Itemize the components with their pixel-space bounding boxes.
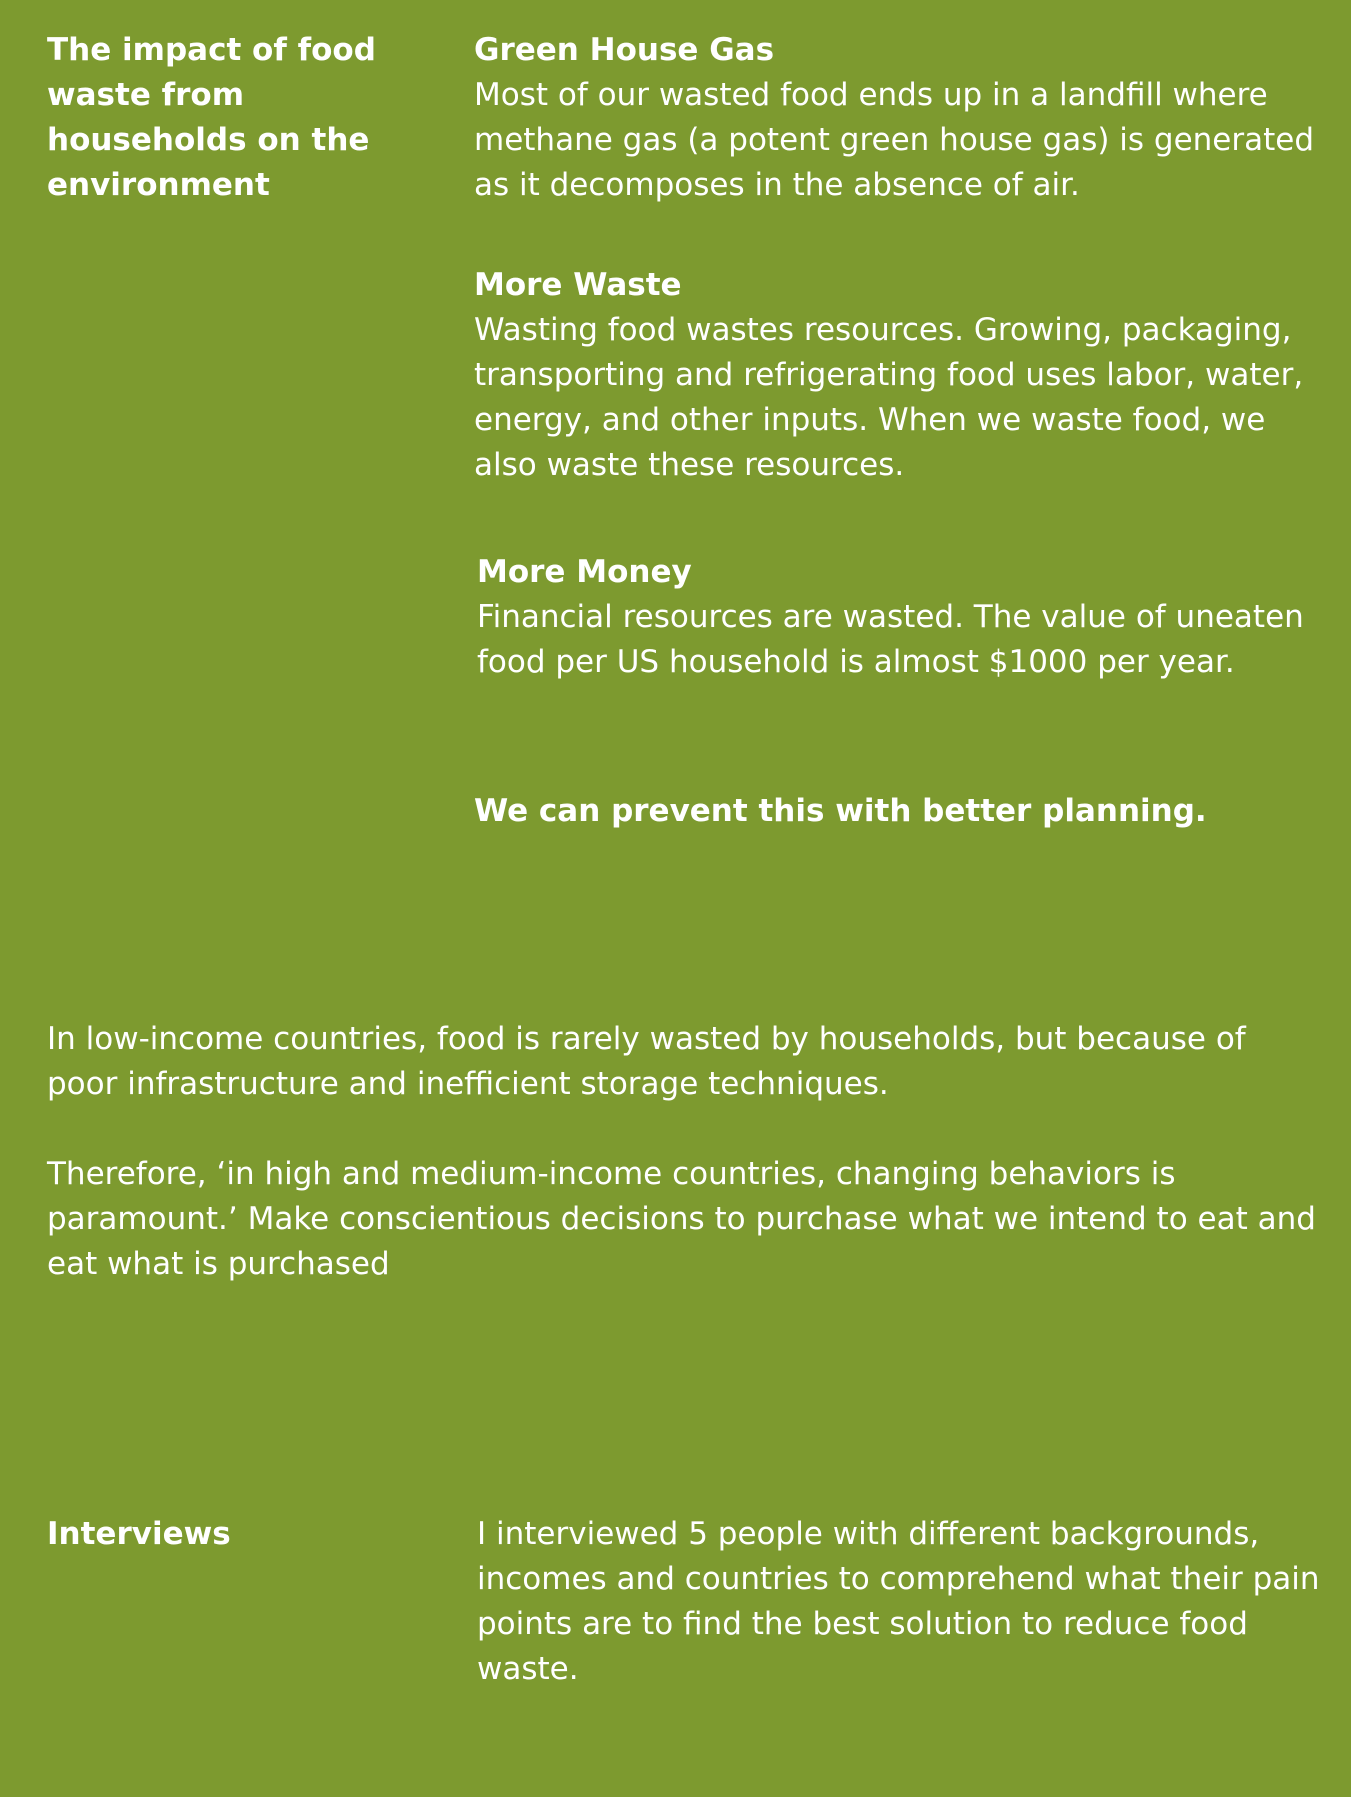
- section-body: Most of our wasted food ends up in a landfill where methane gas (a potent green house gas) is generated as it decomposes in the absence of air.: [474, 77, 1315, 203]
- interviews-title: Interviews: [47, 1516, 231, 1552]
- section-heading: More Waste: [474, 267, 682, 303]
- planning-callout: We can prevent this with better planning.: [474, 793, 1207, 829]
- low-income-paragraph: In low-income countries, food is rarely wasted by households, but because of poor infrastructure and inefficient storage techniques.: [47, 1021, 1246, 1102]
- behavior-paragraph: Therefore, ‘in high and medium-income countries, changing behaviors is paramount.’ Make conscientious decisions to purchase what we intend to eat and eat what is purchased: [47, 1156, 1316, 1282]
- section-green-house-gas: [474, 28, 1324, 208]
- section-body: Financial resources are wasted. The value of uneaten food per US household is almost $1000 per year.: [477, 599, 1304, 680]
- section-more-waste: [474, 263, 1324, 488]
- impact-title: The impact of food waste from households on the environment: [47, 32, 376, 203]
- interviews-body: I interviewed 5 people with different backgrounds, incomes and countries to comprehend what their pain points are to find the best solution to reduce food waste.: [477, 1516, 1320, 1687]
- section-heading: Green House Gas: [474, 32, 775, 68]
- section-more-money: [477, 550, 1327, 685]
- section-heading: More Money: [477, 554, 692, 590]
- section-body: Wasting food wastes resources. Growing, packaging, transporting and refrigerating food uses labor, water, energy, and other inputs. When we waste food, we also waste these resources.: [474, 312, 1304, 483]
